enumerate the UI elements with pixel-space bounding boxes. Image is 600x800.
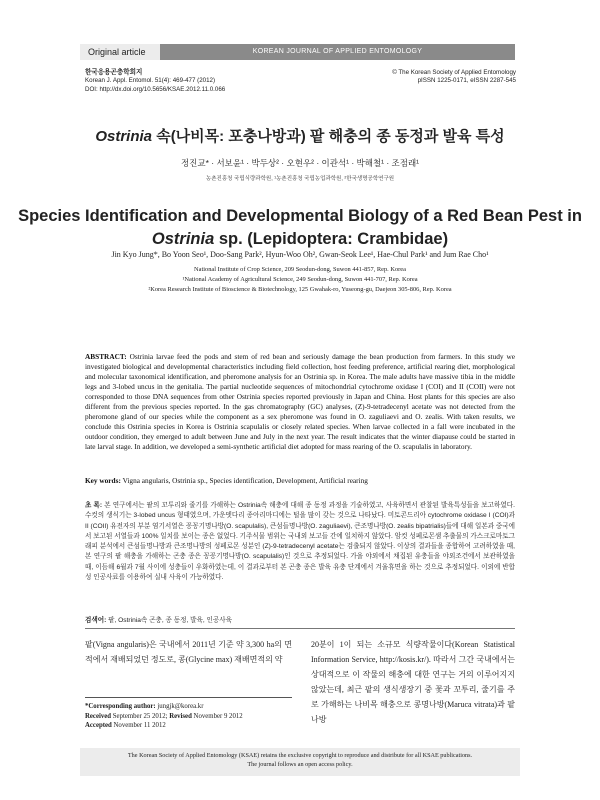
affiliation-3: ²Korea Research Institute of Bioscience & Biotechnology, 125 Gwahak-ro, Yuseong-gu, Daejeon 305-806, Rep. Korea (148, 286, 452, 293)
issn: pISSN 1225-0171, eISSN 2287-545 (417, 77, 516, 85)
abstract-korean (85, 501, 515, 583)
title-english (0, 205, 600, 251)
footer-line-2: The journal follows an open access policy. (247, 760, 353, 768)
accepted (85, 721, 292, 731)
copyright-block (392, 69, 516, 86)
title-en-line2 (0, 228, 600, 251)
abstract-text: Ostrinia larvae feed the pods and stem of red bean and seriously damage the bean production from farmers. In this study we investigated biological and developmental characteristics including field collection, host feeding preference, artificial rearing diet, morphological and molecular taxonomical identification, and pheromone analysis for an Ostrinia sp. in Korea. The male adults have massive tibia in the middle legs and 3-lobed uncus in the genitalia. The partial nucleotide sequences of mitochondrial cytochrome oxidase I (COI) and II (COII) were not corresponded to those DNA sequences from other Ostrinia species reported previously in Japan and China. Host plants for this species are also different from the previous species reported. In the gas chromatography (GC) analyses, (Z)-9-tetradecenyl acetate was not detected from the pheromone gland of our species while the component as a sex pheromone was found in O. zaguliaevi and O. zealis. With taken results, we conclude this Ostrinia species in Korea is Ostrinia scapulalis or closely related species. When larvae collected in a fall were incubated in the outdoor condition, they emerged to adult between June and July in the next year. The result indicates that the winter diapause could be started in late larval stage. In addition, we developed a semi-synthetic artificial diet adopted for mass rearing of the O. scapulalis in laboratory. (85, 352, 515, 451)
body-column-right: 20분이 1이 되는 소규모 식량작물이다(Korean Statistical Information Service, http://kosis.kr/). 따라서 그간 국내에서는 상대적으로 이 작물의 해충에 대한 연구는 거의 이루어지지 않았는데, 최근 팥의 생식생장기 중 꽃과 꼬투리, 줄기를 주로 가해하는 나비목 해충으로 콩명나방(Maruca vitrata)과 팥나방 (311, 640, 515, 724)
received-revised (85, 712, 292, 722)
keywords-korean (85, 614, 515, 624)
authors-english: Jin Kyo Jung*, Bo Yoon Seo¹, Doo-Sang Park², Hyun-Woo Oh², Gwan-Seok Lee¹, Hae-Chul Park¹ and Jum Rae Cho¹ (111, 250, 489, 259)
accepted-date: November 11 2012 (111, 722, 166, 729)
title-kr-rest: 속(나비목: 포충나방과) 팥 해충의 종 동정과 발육 특성 (152, 128, 505, 145)
corresponding-author (85, 702, 292, 712)
title-en-rest: sp. (Lepidoptera: Crambidae) (214, 230, 449, 248)
copyright: © The Korean Society of Applied Entomology (392, 69, 516, 76)
keywords-text: Vigna angularis, Ostrinia sp., Species identification, Development, Artificial rearing (120, 476, 368, 485)
abstract-english (85, 352, 515, 452)
journal-header-bar (0, 44, 600, 60)
journal-name-kr: 한국응용곤충학회지 (85, 69, 143, 76)
citation-block (85, 69, 225, 94)
journal-banner: KOREAN JOURNAL OF APPLIED ENTOMOLOGY (160, 44, 515, 60)
revised-label: Revised (169, 712, 192, 720)
footer-line-1: The Korean Society of Applied Entomology (KSAE) retains the exclusive copyright to reproduce and distribute for all KSAE publications. (127, 752, 473, 759)
section-divider (85, 628, 515, 629)
title-kr-genus: Ostrinia (95, 128, 153, 145)
keywords-label: Key words: (85, 476, 121, 485)
title-korean (0, 125, 600, 146)
affiliation-2: ¹National Academy of Agricultural Science, 249 Seodun-dong, Suwon 441-707, Rep. Korea (182, 276, 418, 283)
keywords-english (85, 476, 515, 485)
doi-link[interactable]: DOI: http://dx.doi.org/10.5656/KSAE.2012.11.0.066 (85, 85, 226, 93)
abstract-label: ABSTRACT: (85, 352, 127, 361)
title-en-genus: Ostrinia (151, 230, 215, 248)
revised-date: November 9 2012 (191, 712, 243, 720)
corresponding-email[interactable]: jungjk@korea.kr (155, 703, 204, 710)
title-en-line1: Species Identification and Developmental Biology of a Red Bean Pest in (18, 207, 582, 225)
citation: Korean J. Appl. Entomol. 51(4): 469-477 (2012) (85, 77, 216, 85)
received-label: Received (85, 712, 112, 720)
accepted-label: Accepted (85, 722, 112, 729)
footer-notice (80, 748, 520, 776)
article-type: Original article (80, 44, 168, 60)
affiliation-1: National Institute of Crop Science, 209 Seodun-dong, Suwon 441-857, Rep. Korea (194, 266, 406, 273)
abstract-kr-label: 초 록: (85, 502, 103, 509)
correspondence-block (85, 697, 292, 731)
affiliations-korean: 농촌진흥청 국립식량과학원, ¹농촌진흥청 국립농업과학원, ²한국생명공학연구원 (205, 176, 395, 182)
corresponding-label: *Corresponding author: (85, 703, 156, 710)
authors-korean: 정진교* · 서보윤¹ · 박두상² · 오현우² · 이관석¹ · 박해철¹ · 조점래¹ (180, 158, 420, 168)
abstract-kr-text: 본 연구에서는 팥의 꼬투리와 줄기를 가해하는 Ostrinia속 해충에 대해 종 동정 과정을 기술하였고, 사육하면서 관찰된 발육특성들을 보고하였다. 수컷의 생식기는 3-lobed uncus 형태였으며, 가운뎃다리 종아리마디에는 털을 많이 갖는 것으로 나타났다. 미토콘드리아 cytochrome oxidase I (COI)과 II (COII) 유전자의 부분 염기서열은 꽁꽁기명나방(O. scapulalis), 큰섬들명나방(O. zaguliaevi), 큰조명나방(O. zealis bipatrialis)들에 대해 일본과 중국에서 보고된 서열들과 100% 일치를 보이는 종은 없었다. 기주식물 범위는 국내외 보고들 간에 일치하지 않았다. 암컷 성페로몬샘 추출물의 가스크로마토그래피 분석에서 큰섬들명나방과 큰조명나방의 성페로몬 성분인 (Z)-9-tetradecenyl acetate는 검출되지 않았다. 이상의 결과들을 종합하여 고려하였을 때, 본 연구의 팥 해충을 가해하는 곤충 종은 꽁꽁기명나방(O. scapulalis)인 것으로 추정되었다. 가을 야외에서 채집된 유충들을 야외조건에서 보관하였을 때, 이듬해 6월과 7월 사이에 성충들이 우화하였는데, 이 결과로부터 본 곤충 종은 발육 유충 단계에서 겨울휴면을 하는 것으로 추정되었다. 이외에 반합성 인공사료를 이용하여 실내 사육이 가능하였다. (85, 502, 516, 582)
body-column-left: 팥(Vigna angularis)은 국내에서 2011년 기준 약 3,300 ha의 면적에서 재배되었던 정도로, 콩(Glycine max) 재배면적의 약 (85, 640, 292, 664)
keywords-kr-label: 검색어: (85, 617, 107, 624)
received-date: September 25 2012; (111, 712, 170, 720)
keywords-kr-text: 팥, Ostrinia속 곤충, 종 동정, 발육, 인공사육 (106, 617, 232, 624)
affiliations-english (0, 265, 600, 295)
footnote-rule (85, 697, 292, 698)
